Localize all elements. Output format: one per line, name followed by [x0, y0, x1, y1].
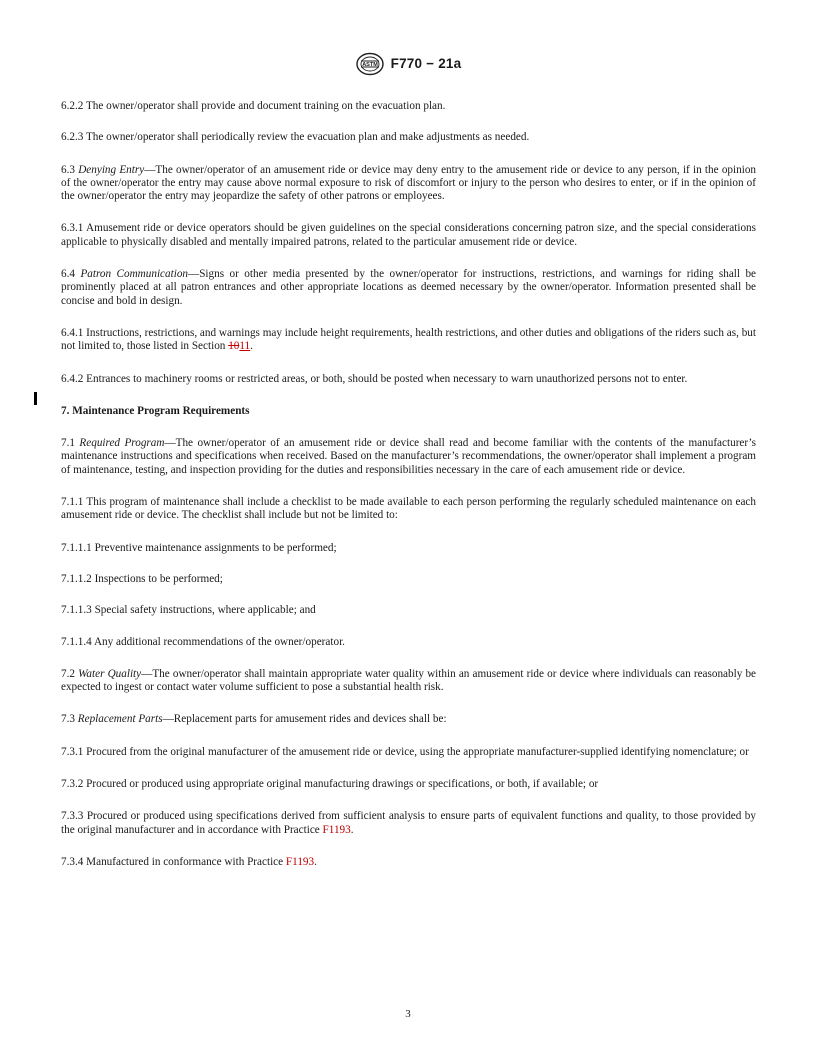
- paragraph-7-1-1-4: 7.1.1.4 Any additional recommendations of the owner/operator.: [61, 635, 345, 648]
- page-number: 3: [405, 1008, 411, 1020]
- section-number: 6.3: [61, 163, 79, 176]
- section-number: 7.2: [61, 667, 79, 680]
- section-text: —Replacement parts for amusement rides and devices shall be:: [162, 713, 447, 726]
- paragraph-7-3-4: [61, 856, 756, 869]
- practice-link-f1193[interactable]: F1193: [285, 855, 315, 868]
- paragraph-6-3-1: 6.3.1 Amusement ride or device operators should be given guidelines on the special considerations concerning patron size, and the special considerations applicable to physically disabled and mentally impaired patrons, related to the particular amusement ride or device.: [61, 222, 756, 248]
- paragraph-7-3-1: 7.3.1 Procured from the original manufacturer of the amusement ride or device, using the appropriate manufacturer-supplied identifying nomenclature; or: [61, 745, 749, 758]
- section-term: Water Quality: [78, 667, 142, 680]
- period: .: [250, 340, 253, 353]
- paragraph-7-3-2: 7.3.2 Procured or produced using appropriate original manufacturing drawings or specifications, or both, if available; or: [61, 778, 599, 791]
- paragraph-7-1: [61, 437, 756, 477]
- paragraph-7-1-1-3: 7.1.1.3 Special safety instructions, where applicable; and: [61, 604, 316, 617]
- page-header: [0, 52, 816, 76]
- paragraph-7-1-1-1: 7.1.1.1 Preventive maintenance assignments to be performed;: [61, 541, 337, 554]
- section-text: —Signs or other media presented by the owner/operator for instructions, restrictions, and warnings for riding shall be prominently placed at all patron entrances and other appropriate locations as deemed necessary by the owner/operator. Information presented shall be concise and bold in design.: [61, 268, 757, 307]
- section-text: —The owner/operator shall maintain appropriate water quality within an amusement ride or device where individuals can reasonably be expected to ingest or contact water volume sufficient to pose a substantial health risk.: [61, 667, 757, 694]
- paragraph-6-2-2: 6.2.2 The owner/operator shall provide and document training on the evacuation plan.: [61, 100, 446, 112]
- section-text: 7.3.3 Procured or produced using specifications derived from sufficient analysis to ensure parts of equivalent functions and quality, to those provided by the original manufacturer and in accordance with Practice: [61, 810, 756, 836]
- section-term: Replacement Parts: [77, 713, 163, 726]
- section-term: Denying Entry: [78, 163, 145, 176]
- paragraph-6-4: [61, 268, 756, 308]
- section-text: 7.3.4 Manufactured in conformance with Practice: [61, 855, 286, 868]
- practice-link-f1193[interactable]: F1193: [322, 823, 351, 836]
- section-number: 7.1: [61, 437, 80, 450]
- section-term: Required Program: [79, 437, 165, 450]
- paragraph-6-4-1: [61, 327, 756, 354]
- paragraph-6-2-3: 6.2.3 The owner/operator shall periodically review the evacuation plan and make adjustments as needed.: [61, 131, 530, 144]
- svg-text:ASTM: ASTM: [361, 62, 378, 68]
- section-number: 7.3: [61, 713, 78, 726]
- section-term: Patron Communication: [80, 268, 189, 281]
- paragraph-7-3: [61, 713, 756, 726]
- paragraph-7-1-1: 7.1.1 This program of maintenance shall include a checklist to be made available to each person performing the regularly scheduled maintenance on each amusement ride or device. The checklist shall include but not be limited to:: [61, 496, 756, 522]
- period: .: [314, 855, 317, 868]
- paragraph-6-3: [61, 164, 756, 204]
- section-7-heading: 7. Maintenance Program Requirements: [61, 404, 250, 417]
- section-number: 6.4: [61, 268, 81, 281]
- standard-designation: F770 − 21a: [390, 56, 462, 72]
- section-text: —The owner/operator of an amusement ride or device shall read and become familiar with the contents of the manufacturer’s maintenance instructions and specifications when received. Based on the manufacturer’s recommendations, the owner/operator shall implement a program of maintenance, testing, and inspection providing for the duties and responsibilities necessary in the care of each amusement ride or device.: [61, 437, 756, 476]
- section-text: 6.4.1 Instructions, restrictions, and warnings may include height requirements, health restrictions, and other duties and obligations of the riders such as, but not limited to, those listed in Section: [61, 326, 756, 353]
- period: .: [350, 823, 354, 836]
- document-body: [61, 100, 756, 869]
- section-text: —The owner/operator of an amusement ride or device may deny entry to the amusement ride or device to any person, if in the opinion of the owner/operator the entry may cause above normal exposure to risk of discomfort or injury to the person who desires to enter, or if in the opinion of the owner/operator the entry may jeopardize the safety of other patrons or employees.: [61, 163, 757, 203]
- paragraph-7-2: [61, 668, 756, 695]
- paragraph-7-3-3: [61, 810, 756, 837]
- deleted-reference: 10: [228, 340, 240, 353]
- revision-change-bar: [34, 392, 37, 405]
- inserted-reference: 11: [239, 340, 251, 353]
- paragraph-7-1-1-2: 7.1.1.2 Inspections to be performed;: [61, 572, 223, 585]
- paragraph-6-4-2: 6.4.2 Entrances to machinery rooms or restricted areas, or both, should be posted when necessary to warn unauthorized persons not to enter.: [61, 372, 688, 385]
- astm-logo: [355, 52, 385, 76]
